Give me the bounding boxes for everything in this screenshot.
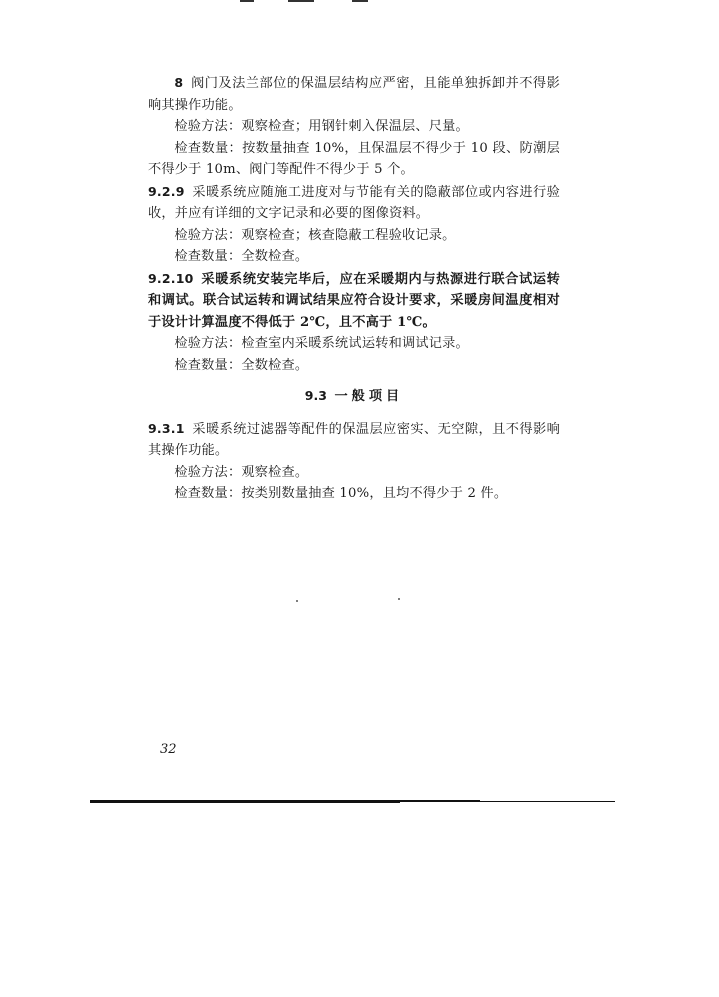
scan-dot [398,598,400,600]
clause-9-2-9-method: 检验方法：观察检查；核查隐蔽工程验收记录。 [174,227,456,243]
section-title: 一般项目 [334,389,404,404]
clause-number: 8 [174,75,184,90]
clause-9-2-10-quantity: 检查数量：全数检查。 [174,357,309,373]
clause-9-2-10-method: 检验方法：检查室内采暖系统试运转和调试记录。 [174,336,469,351]
clause-number: 9.3.1 [148,420,185,436]
clause-8-quantity: 检查数量：按数量抽查 10%，且保温层不得少于 10 段、防潮层不得少于 10m、阀门等配件不得少于 5 个。 [148,140,560,177]
scan-mark [288,0,314,2]
scan-dot [296,600,298,602]
document-body [148,72,560,505]
clause-9-2-10 [148,268,560,334]
clause-8-method: 检验方法：观察检查；用钢针刺入保温层、尺量。 [174,119,469,134]
clause-9-2-9 [148,181,560,225]
clause-number: 9.2.9 [148,183,185,199]
clause-text: 采暖系统安装完毕后，应在采暖期内与热源进行联合试运转和调试。联合试运转和调试结果应符合设计要求，采暖房间温度相对于设计计算温度不得低于 2℃，且不高于 1℃。 [148,271,560,330]
scan-dots [296,598,406,604]
clause-9-3-1-method: 检验方法：观察检查。 [174,464,309,480]
section-number: 9.3 [304,388,327,403]
scan-mark [240,0,254,2]
rule-segment [400,800,480,802]
rule-segment [90,800,400,803]
clause-9-3-1 [148,418,560,462]
footer-rule [90,798,615,804]
section-heading [148,385,560,408]
page-number: 32 [160,742,177,757]
clause-number: 9.2.10 [148,270,194,286]
clause-9-3-1-quantity: 检查数量：按类别数量抽查 10%，且均不得少于 2 件。 [174,486,508,501]
clause-text: 采暖系统应随施工进度对与节能有关的隐蔽部位或内容进行验收，并应有详细的文字记录和必要的图像资料。 [148,184,560,221]
clause-text: 采暖系统过滤器等配件的保温层应密实、无空隙，且不得影响其操作功能。 [148,421,560,458]
clause-8 [148,72,560,116]
scan-mark [352,0,368,2]
clause-text: 阀门及法兰部位的保温层结构应严密，且能单独拆卸并不得影响其操作功能。 [148,76,560,113]
clause-9-2-9-quantity: 检查数量：全数检查。 [174,249,309,264]
rule-segment [480,801,615,802]
scan-top-marks [240,0,380,6]
